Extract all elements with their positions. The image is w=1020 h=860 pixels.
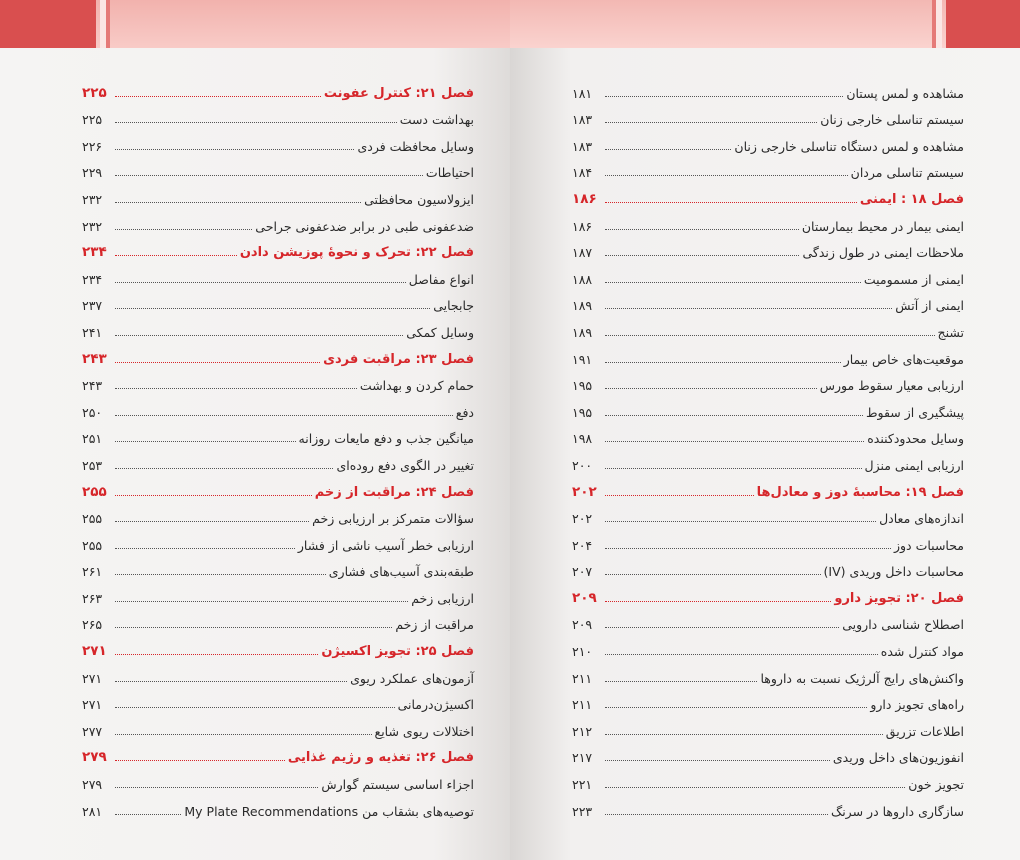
toc-entry-title: احتیاطات bbox=[425, 165, 474, 181]
toc-entry bbox=[82, 792, 474, 819]
toc-entry-title: توصیه‌های بشقاب من My Plate Recommendations bbox=[184, 803, 474, 819]
toc-entry bbox=[572, 686, 964, 713]
dot-leader bbox=[115, 734, 372, 735]
toc-page-number: ۲۰۲ bbox=[572, 511, 593, 527]
toc-entry bbox=[572, 553, 964, 580]
toc-entry-title: مشاهده و لمس پستان bbox=[846, 85, 964, 101]
dot-leader bbox=[605, 388, 817, 389]
dot-leader bbox=[605, 149, 731, 150]
toc-entry-title: محاسبات داخل وریدی (IV) bbox=[823, 564, 964, 580]
toc-entry-title: ایمنی بیمار در محیط بیمارستان bbox=[801, 218, 964, 234]
toc-entry bbox=[82, 765, 474, 792]
toc-page-number: ۲۱۱ bbox=[572, 670, 593, 686]
toc-page-number: ۲۷۱ bbox=[82, 697, 103, 713]
toc-page-number: ۲۷۹ bbox=[82, 777, 103, 793]
dot-leader bbox=[605, 495, 754, 496]
toc-chapter-heading bbox=[82, 473, 474, 500]
dot-leader bbox=[115, 415, 453, 416]
toc-entry bbox=[572, 207, 964, 234]
toc-chapter-heading bbox=[572, 473, 964, 500]
toc-entry-title: راه‌های تجویز دارو bbox=[870, 697, 964, 713]
dot-leader bbox=[605, 734, 883, 735]
toc-entry-title: فصل ۲۳: مراقبت فردی bbox=[323, 351, 474, 367]
toc-entry-title: اطلاعات تزریق bbox=[885, 723, 964, 739]
toc-entry-title: ارزیابی معیار سقوط مورس bbox=[819, 378, 964, 394]
toc-page-number: ۲۷۱ bbox=[82, 670, 103, 686]
dot-leader bbox=[115, 229, 252, 230]
toc-page-number: ۱۸۶ bbox=[572, 218, 593, 234]
toc-entry-title: فصل ۲۱: کنترل عفونت bbox=[323, 85, 474, 101]
toc-page-number: ۱۸۴ bbox=[572, 165, 593, 181]
toc-entry bbox=[572, 234, 964, 261]
toc-page-number: ۱۸۶ bbox=[572, 190, 597, 207]
toc-entry bbox=[82, 606, 474, 633]
dot-leader bbox=[115, 282, 406, 283]
toc-page-number: ۲۱۰ bbox=[572, 644, 593, 660]
toc-page-number: ۱۹۱ bbox=[572, 351, 593, 367]
dot-leader bbox=[605, 654, 878, 655]
dot-leader bbox=[115, 787, 318, 788]
toc-page-number: ۲۶۵ bbox=[82, 617, 103, 633]
toc-page-number: ۲۲۵ bbox=[82, 84, 107, 101]
toc-page-number: ۲۰۷ bbox=[572, 564, 593, 580]
toc-entry bbox=[82, 367, 474, 394]
header-band-left bbox=[0, 0, 510, 48]
toc-entry bbox=[82, 154, 474, 181]
toc-page-number: ۲۸۱ bbox=[82, 803, 103, 819]
toc-entry-title: اصطلاح شناسی دارویی bbox=[842, 617, 964, 633]
dot-leader bbox=[605, 814, 828, 815]
toc-page-number: ۲۷۷ bbox=[82, 723, 103, 739]
toc-entry-title: طبقه‌بندی آسیب‌های فشاری bbox=[328, 564, 474, 580]
dot-leader bbox=[115, 96, 321, 97]
dot-leader bbox=[605, 574, 821, 575]
toc-entry bbox=[572, 154, 964, 181]
toc-page-number: ۲۱۲ bbox=[572, 723, 593, 739]
toc-chapter-heading bbox=[572, 579, 964, 606]
toc-entry-title: بهداشت دست bbox=[399, 112, 474, 128]
toc-page-number: ۲۵۵ bbox=[82, 511, 103, 527]
toc-page-number: ۱۹۵ bbox=[572, 378, 593, 394]
toc-entry-title: فصل ۲۶: تغذیه و رژیم غذایی bbox=[287, 750, 474, 766]
toc-entry-title: مراقبت از زخم bbox=[395, 617, 474, 633]
dot-leader bbox=[605, 282, 861, 283]
toc-entry bbox=[82, 207, 474, 234]
toc-page-number: ۲۳۴ bbox=[82, 244, 107, 261]
toc-entry bbox=[572, 260, 964, 287]
toc-entry-title: سیستم تناسلی مردان bbox=[850, 165, 964, 181]
toc-entry bbox=[572, 765, 964, 792]
toc-entry bbox=[82, 712, 474, 739]
dot-leader bbox=[605, 468, 862, 469]
dot-leader bbox=[605, 548, 891, 549]
dot-leader bbox=[605, 175, 848, 176]
toc-column-right bbox=[572, 74, 964, 819]
toc-entry bbox=[572, 792, 964, 819]
toc-page-number: ۲۷۱ bbox=[82, 643, 107, 660]
toc-entry-title: ارزیابی زخم bbox=[411, 590, 474, 606]
toc-entry bbox=[572, 712, 964, 739]
toc-entry bbox=[572, 420, 964, 447]
toc-page-number: ۲۳۷ bbox=[82, 298, 103, 314]
toc-entry-title: ایمنی از آتش bbox=[895, 298, 964, 314]
header-band-right bbox=[510, 0, 1020, 48]
toc-entry bbox=[572, 340, 964, 367]
toc-page-number: ۲۶۳ bbox=[82, 590, 103, 606]
toc-entry bbox=[82, 553, 474, 580]
toc-entry-title: وسایل محافظت فردی bbox=[357, 138, 474, 154]
toc-entry bbox=[82, 686, 474, 713]
toc-entry bbox=[82, 127, 474, 154]
toc-entry bbox=[572, 127, 964, 154]
toc-entry-title: پیشگیری از سقوط bbox=[865, 404, 964, 420]
toc-entry bbox=[82, 260, 474, 287]
dot-leader bbox=[605, 122, 817, 123]
toc-entry-title: مشاهده و لمس دستگاه تناسلی خارجی زنان bbox=[734, 138, 964, 154]
toc-entry bbox=[572, 101, 964, 128]
toc-page-number: ۱۸۱ bbox=[572, 85, 593, 101]
toc-page-number: ۲۴۳ bbox=[82, 350, 107, 367]
dot-leader bbox=[605, 362, 841, 363]
dot-leader bbox=[115, 175, 423, 176]
toc-page-number: ۲۲۵ bbox=[82, 112, 103, 128]
toc-entry-title: ارزیابی ایمنی منزل bbox=[864, 457, 964, 473]
toc-entry-title: فصل ۱۹: محاسبهٔ دوز و معادل‌ها bbox=[756, 484, 964, 500]
dot-leader bbox=[115, 760, 285, 761]
toc-chapter-heading bbox=[572, 180, 964, 207]
toc-page-number: ۱۸۹ bbox=[572, 324, 593, 340]
dot-leader bbox=[115, 681, 347, 682]
dot-leader bbox=[605, 601, 831, 602]
toc-entry-title: سازگاری داروها در سرنگ bbox=[831, 803, 964, 819]
toc-entry-title: فصل ۲۲: تحرک و نحوهٔ پوزیشن دادن bbox=[239, 245, 474, 261]
toc-entry-title: تجویز خون bbox=[908, 777, 964, 793]
toc-page-number: ۲۴۳ bbox=[82, 378, 103, 394]
toc-entry-title: وسایل محدودکننده bbox=[867, 431, 964, 447]
toc-entry-title: سؤالات متمرکز بر ارزیابی زخم bbox=[312, 511, 474, 527]
header-stripe bbox=[946, 0, 1020, 48]
toc-entry bbox=[572, 526, 964, 553]
toc-entry-title: فصل ۲۴: مراقبت از زخم bbox=[314, 484, 474, 500]
toc-entry-title: دفع bbox=[455, 404, 474, 420]
toc-entry-title: میانگین جذب و دفع مایعات روزانه bbox=[298, 431, 474, 447]
toc-page-number: ۱۸۹ bbox=[572, 298, 593, 314]
toc-entry bbox=[572, 367, 964, 394]
toc-entry-title: مواد کنترل شده bbox=[880, 644, 964, 660]
toc-page-number: ۲۵۳ bbox=[82, 457, 103, 473]
dot-leader bbox=[605, 681, 757, 682]
toc-entry bbox=[572, 287, 964, 314]
toc-page-number: ۱۸۳ bbox=[572, 138, 593, 154]
dot-leader bbox=[115, 601, 408, 602]
dot-leader bbox=[115, 521, 309, 522]
toc-entry bbox=[82, 287, 474, 314]
toc-entry bbox=[82, 393, 474, 420]
dot-leader bbox=[605, 255, 799, 256]
dot-leader bbox=[605, 760, 830, 761]
toc-entry-title: آزمون‌های عملکرد ریوی bbox=[350, 670, 474, 686]
dot-leader bbox=[115, 627, 392, 628]
toc-entry-title: تشنج bbox=[937, 324, 964, 340]
dot-leader bbox=[605, 415, 863, 416]
toc-page-number: ۲۲۱ bbox=[572, 777, 593, 793]
toc-entry-title: موقعیت‌های خاص بیمار bbox=[843, 351, 964, 367]
dot-leader bbox=[605, 521, 876, 522]
toc-entry-title: واکنش‌های رایج آلرژیک نسبت به داروها bbox=[760, 670, 964, 686]
toc-column-left bbox=[82, 74, 474, 819]
toc-entry-title: فصل ۱۸ : ایمنی bbox=[859, 191, 964, 207]
dot-leader bbox=[115, 202, 361, 203]
toc-entry-title: ارزیابی خطر آسیب ناشی از فشار bbox=[297, 537, 474, 553]
toc-page-number: ۲۱۱ bbox=[572, 697, 593, 713]
toc-entry bbox=[572, 74, 964, 101]
dot-leader bbox=[115, 149, 354, 150]
dot-leader bbox=[115, 574, 326, 575]
toc-chapter-heading bbox=[82, 340, 474, 367]
dot-leader bbox=[115, 707, 395, 708]
toc-entry bbox=[82, 180, 474, 207]
toc-entry bbox=[572, 739, 964, 766]
toc-entry-title: محاسبات دوز bbox=[893, 537, 964, 553]
toc-page-number: ۲۶۱ bbox=[82, 564, 103, 580]
toc-page-number: ۱۸۸ bbox=[572, 271, 593, 287]
toc-entry bbox=[82, 420, 474, 447]
dot-leader bbox=[115, 441, 296, 442]
toc-page-number: ۲۲۶ bbox=[82, 138, 103, 154]
dot-leader bbox=[605, 308, 892, 309]
toc-entry bbox=[572, 659, 964, 686]
toc-entry-title: انواع مفاصل bbox=[408, 271, 474, 287]
toc-entry-title: تغییر در الگوی دفع روده‌ای bbox=[336, 457, 474, 473]
toc-entry-title: اختلالات ریوی شایع bbox=[374, 723, 474, 739]
toc-page-number: ۲۵۱ bbox=[82, 431, 103, 447]
toc-entry-title: اکسیژن‌درمانی bbox=[397, 697, 474, 713]
toc-page-number: ۲۰۹ bbox=[572, 589, 597, 606]
toc-page-number: ۱۹۵ bbox=[572, 404, 593, 420]
toc-page-number: ۲۵۵ bbox=[82, 483, 107, 500]
toc-entry bbox=[572, 393, 964, 420]
toc-page-number: ۲۵۵ bbox=[82, 537, 103, 553]
toc-entry bbox=[572, 606, 964, 633]
toc-page-number: ۲۱۷ bbox=[572, 750, 593, 766]
right-page bbox=[510, 0, 1020, 860]
toc-entry bbox=[82, 579, 474, 606]
toc-entry-title: وسایل کمکی bbox=[406, 324, 474, 340]
toc-page-number: ۱۹۸ bbox=[572, 431, 593, 447]
dot-leader bbox=[605, 707, 867, 708]
toc-entry bbox=[572, 632, 964, 659]
toc-page-number: ۲۵۰ bbox=[82, 404, 103, 420]
toc-entry bbox=[82, 500, 474, 527]
toc-entry bbox=[82, 659, 474, 686]
toc-page-number: ۲۲۳ bbox=[572, 803, 593, 819]
dot-leader bbox=[605, 627, 839, 628]
toc-page-number: ۲۳۲ bbox=[82, 218, 103, 234]
toc-page-number: ۲۴۱ bbox=[82, 324, 103, 340]
toc-entry bbox=[82, 101, 474, 128]
toc-page-number: ۲۰۴ bbox=[572, 537, 593, 553]
dot-leader bbox=[115, 122, 397, 123]
toc-chapter-heading bbox=[82, 632, 474, 659]
toc-entry bbox=[572, 500, 964, 527]
toc-entry-title: اندازه‌های معادل bbox=[879, 511, 964, 527]
toc-page-number: ۲۳۴ bbox=[82, 271, 103, 287]
header-stripe bbox=[936, 0, 942, 48]
dot-leader bbox=[605, 441, 864, 442]
toc-page-number: ۲۳۲ bbox=[82, 191, 103, 207]
toc-page-number: ۲۷۹ bbox=[82, 749, 107, 766]
header-stripe bbox=[106, 0, 110, 48]
dot-leader bbox=[115, 468, 333, 469]
toc-entry-title: ایمنی از مسمومیت bbox=[863, 271, 964, 287]
toc-entry-title: فصل ۲۰: تجویز دارو bbox=[834, 590, 964, 606]
toc-entry-title: اجزاء اساسی سیستم گوارش bbox=[321, 777, 474, 793]
header-stripe bbox=[0, 0, 96, 48]
toc-entry-title: ملاحظات ایمنی در طول زندگی bbox=[802, 245, 964, 261]
dot-leader bbox=[115, 388, 357, 389]
header-stripe bbox=[932, 0, 936, 48]
toc-entry-title: ایزولاسیون محافظتی bbox=[364, 191, 474, 207]
toc-chapter-heading bbox=[82, 234, 474, 261]
toc-page-number: ۲۲۹ bbox=[82, 165, 103, 181]
dot-leader bbox=[115, 255, 237, 256]
toc-entry-title: فصل ۲۵: تجویز اکسیژن bbox=[321, 644, 474, 660]
toc-entry bbox=[82, 446, 474, 473]
dot-leader bbox=[115, 548, 295, 549]
toc-page-number: ۱۸۳ bbox=[572, 112, 593, 128]
toc-entry-title: حمام کردن و بهداشت bbox=[359, 378, 474, 394]
toc-entry-title: سیستم تناسلی خارجی زنان bbox=[820, 112, 964, 128]
dot-leader bbox=[115, 362, 320, 363]
dot-leader bbox=[605, 202, 857, 203]
dot-leader bbox=[115, 308, 430, 309]
toc-entry bbox=[82, 313, 474, 340]
dot-leader bbox=[115, 814, 181, 815]
dot-leader bbox=[115, 495, 312, 496]
toc-chapter-heading bbox=[82, 739, 474, 766]
toc-chapter-heading bbox=[82, 74, 474, 101]
dot-leader bbox=[605, 787, 905, 788]
toc-entry-title: انفوزیون‌های داخل وریدی bbox=[832, 750, 964, 766]
toc-page-number: ۲۰۰ bbox=[572, 457, 593, 473]
dot-leader bbox=[115, 335, 403, 336]
toc-entry bbox=[82, 526, 474, 553]
toc-entry-title: ضدعفونی طبی در برابر ضدعفونی جراحی bbox=[255, 218, 474, 234]
toc-page-number: ۱۸۷ bbox=[572, 245, 593, 261]
dot-leader bbox=[115, 654, 318, 655]
dot-leader bbox=[605, 335, 935, 336]
dot-leader bbox=[605, 229, 799, 230]
toc-page-number: ۲۰۲ bbox=[572, 483, 597, 500]
dot-leader bbox=[605, 96, 843, 97]
toc-page-number: ۲۰۹ bbox=[572, 617, 593, 633]
toc-entry-title: جابجایی bbox=[433, 298, 474, 314]
toc-entry bbox=[572, 446, 964, 473]
toc-entry bbox=[572, 313, 964, 340]
